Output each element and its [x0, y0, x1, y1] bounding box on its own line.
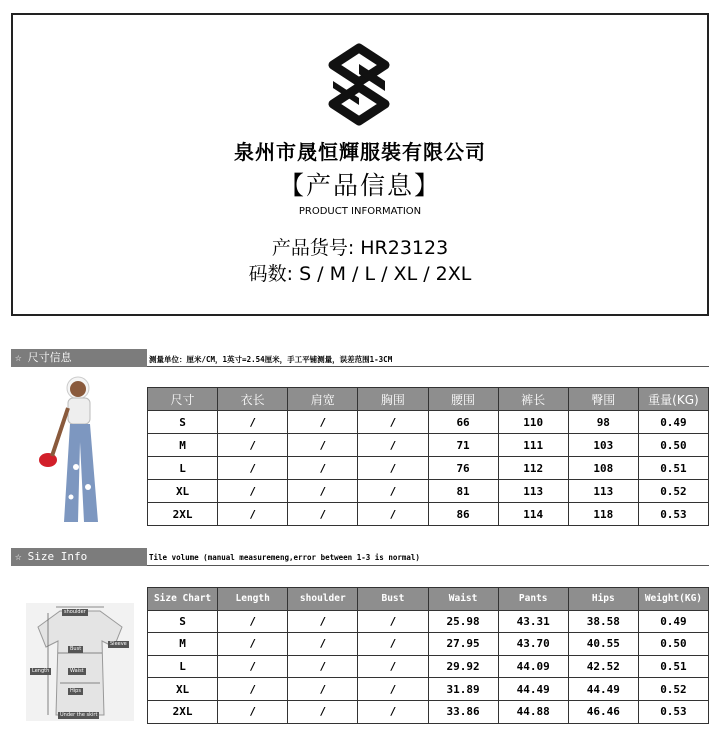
column-header: Bust [358, 588, 428, 611]
column-header: Length [218, 588, 288, 611]
available-sizes: 码数: S / M / L / XL / 2XL [248, 263, 472, 285]
table-cell: 43.31 [498, 610, 568, 633]
table-cell: M [148, 434, 218, 457]
table-cell: / [218, 655, 288, 678]
table-cell: 0.49 [638, 610, 708, 633]
table-cell: 71 [428, 434, 498, 457]
table-cell: 44.49 [568, 678, 638, 701]
table-cell: 44.49 [498, 678, 568, 701]
table-cell: / [218, 700, 288, 723]
table-cell: / [358, 411, 428, 434]
table-cell: 112 [498, 457, 568, 480]
table-cell: 0.53 [638, 503, 708, 526]
table-cell: 42.52 [568, 655, 638, 678]
table-cell: / [218, 633, 288, 656]
table-header-row [148, 388, 709, 411]
table-cell: / [358, 655, 428, 678]
column-header: 胸围 [358, 388, 428, 411]
table-cell: / [288, 700, 358, 723]
table-cell: 0.52 [638, 678, 708, 701]
company-name: 泉州市晟恒輝服裝有限公司 [234, 140, 486, 164]
section-divider-cn [147, 366, 709, 367]
table-row [148, 655, 709, 678]
sketch-label-under-skirt: Under the skirt [60, 712, 98, 718]
table-cell: 0.53 [638, 700, 708, 723]
section-label-en: Size Info [27, 550, 88, 563]
table-cell: 113 [498, 480, 568, 503]
table-cell: 114 [498, 503, 568, 526]
table-cell: / [358, 457, 428, 480]
column-header: Hips [568, 588, 638, 611]
table-cell: 2XL [148, 503, 218, 526]
sketch-label-shoulder: shoulder [64, 609, 86, 615]
table-row [148, 457, 709, 480]
measurement-sketch [26, 603, 134, 721]
star-icon: ☆ [15, 351, 22, 364]
table-cell: / [218, 411, 288, 434]
table-cell: 76 [428, 457, 498, 480]
table-header-row [148, 588, 709, 611]
section-divider-en [147, 565, 709, 566]
table-cell: 27.95 [428, 633, 498, 656]
column-header: 肩宽 [288, 388, 358, 411]
table-cell: 86 [428, 503, 498, 526]
table-cell: 0.50 [638, 434, 708, 457]
column-header: Pants [498, 588, 568, 611]
column-header: Weight(KG) [638, 588, 708, 611]
table-row [148, 434, 709, 457]
table-cell: 0.52 [638, 480, 708, 503]
table-cell: 40.55 [568, 633, 638, 656]
table-row [148, 411, 709, 434]
table-cell: L [148, 457, 218, 480]
section-band-en [11, 548, 147, 566]
table-cell: / [218, 503, 288, 526]
table-cell: / [288, 503, 358, 526]
product-info-card [11, 13, 709, 316]
table-cell: 25.98 [428, 610, 498, 633]
table-cell: / [288, 610, 358, 633]
table-cell: / [358, 610, 428, 633]
sketch-label-bust: Bust [70, 646, 82, 652]
star-icon: ☆ [15, 550, 22, 563]
table-cell: / [288, 655, 358, 678]
sketch-label-length: Length [32, 668, 50, 674]
table-cell: 46.46 [568, 700, 638, 723]
table-cell: 111 [498, 434, 568, 457]
table-cell: S [148, 610, 218, 633]
table-cell: M [148, 633, 218, 656]
table-cell: / [358, 480, 428, 503]
table-cell: 44.09 [498, 655, 568, 678]
table-cell: / [218, 610, 288, 633]
table-cell: 98 [568, 411, 638, 434]
table-cell: / [358, 633, 428, 656]
table-cell: L [148, 655, 218, 678]
column-header: Size Chart [148, 588, 218, 611]
table-cell: 44.88 [498, 700, 568, 723]
table-cell: 0.51 [638, 655, 708, 678]
size-table-en [147, 587, 709, 724]
sketch-label-sleeve: Sleeve [110, 641, 127, 647]
table-cell: 0.51 [638, 457, 708, 480]
table-cell: S [148, 411, 218, 434]
size-table-cn [147, 387, 709, 526]
section-label-cn: 尺寸信息 [27, 351, 72, 364]
column-header: 衣长 [218, 388, 288, 411]
table-cell: 38.58 [568, 610, 638, 633]
sketch-label-waist: Waist [70, 668, 84, 674]
model-photo [26, 372, 134, 532]
table-row [148, 480, 709, 503]
table-cell: 108 [568, 457, 638, 480]
table-cell: / [288, 434, 358, 457]
measurement-note-cn: 测量单位：厘米/CM，1英寸=2.54厘米，手工平铺测量，误差范围1-3CM [149, 355, 393, 364]
table-row [148, 503, 709, 526]
column-header: shoulder [288, 588, 358, 611]
page-subtitle: PRODUCT INFORMATION [298, 206, 422, 217]
table-cell: / [218, 457, 288, 480]
column-header: 腰围 [428, 388, 498, 411]
table-cell: / [288, 633, 358, 656]
table-row [148, 700, 709, 723]
table-cell: / [288, 480, 358, 503]
table-cell: 33.86 [428, 700, 498, 723]
table-cell: 0.50 [638, 633, 708, 656]
table-cell: / [218, 480, 288, 503]
table-cell: 103 [568, 434, 638, 457]
table-cell: 118 [568, 503, 638, 526]
table-cell: / [218, 678, 288, 701]
table-cell: 81 [428, 480, 498, 503]
item-number: 产品货号: HR23123 [271, 237, 449, 259]
table-cell: 29.92 [428, 655, 498, 678]
table-row [148, 633, 709, 656]
table-cell: / [358, 434, 428, 457]
table-cell: / [358, 700, 428, 723]
table-row [148, 610, 709, 633]
table-cell: 110 [498, 411, 568, 434]
column-header: 尺寸 [148, 388, 218, 411]
table-cell: XL [148, 678, 218, 701]
table-cell: / [288, 457, 358, 480]
table-cell: / [288, 678, 358, 701]
table-cell: / [288, 411, 358, 434]
table-cell: / [358, 678, 428, 701]
brand-logo [325, 43, 393, 129]
column-header: 裤长 [498, 388, 568, 411]
column-header: 臀围 [568, 388, 638, 411]
table-row [148, 678, 709, 701]
section-band-cn [11, 349, 147, 367]
sketch-label-hips: Hips [70, 688, 81, 694]
measurement-note-en: Tile volume (manual measuremeng,error between 1-3 is normal) [149, 553, 420, 562]
page-title: 【产品信息】 [278, 171, 441, 200]
table-cell: 2XL [148, 700, 218, 723]
table-cell: / [218, 434, 288, 457]
table-cell: 66 [428, 411, 498, 434]
table-cell: 31.89 [428, 678, 498, 701]
column-header: Waist [428, 588, 498, 611]
table-cell: / [358, 503, 428, 526]
table-cell: 113 [568, 480, 638, 503]
table-cell: 0.49 [638, 411, 708, 434]
table-cell: XL [148, 480, 218, 503]
table-cell: 43.70 [498, 633, 568, 656]
column-header: 重量(KG) [638, 388, 708, 411]
